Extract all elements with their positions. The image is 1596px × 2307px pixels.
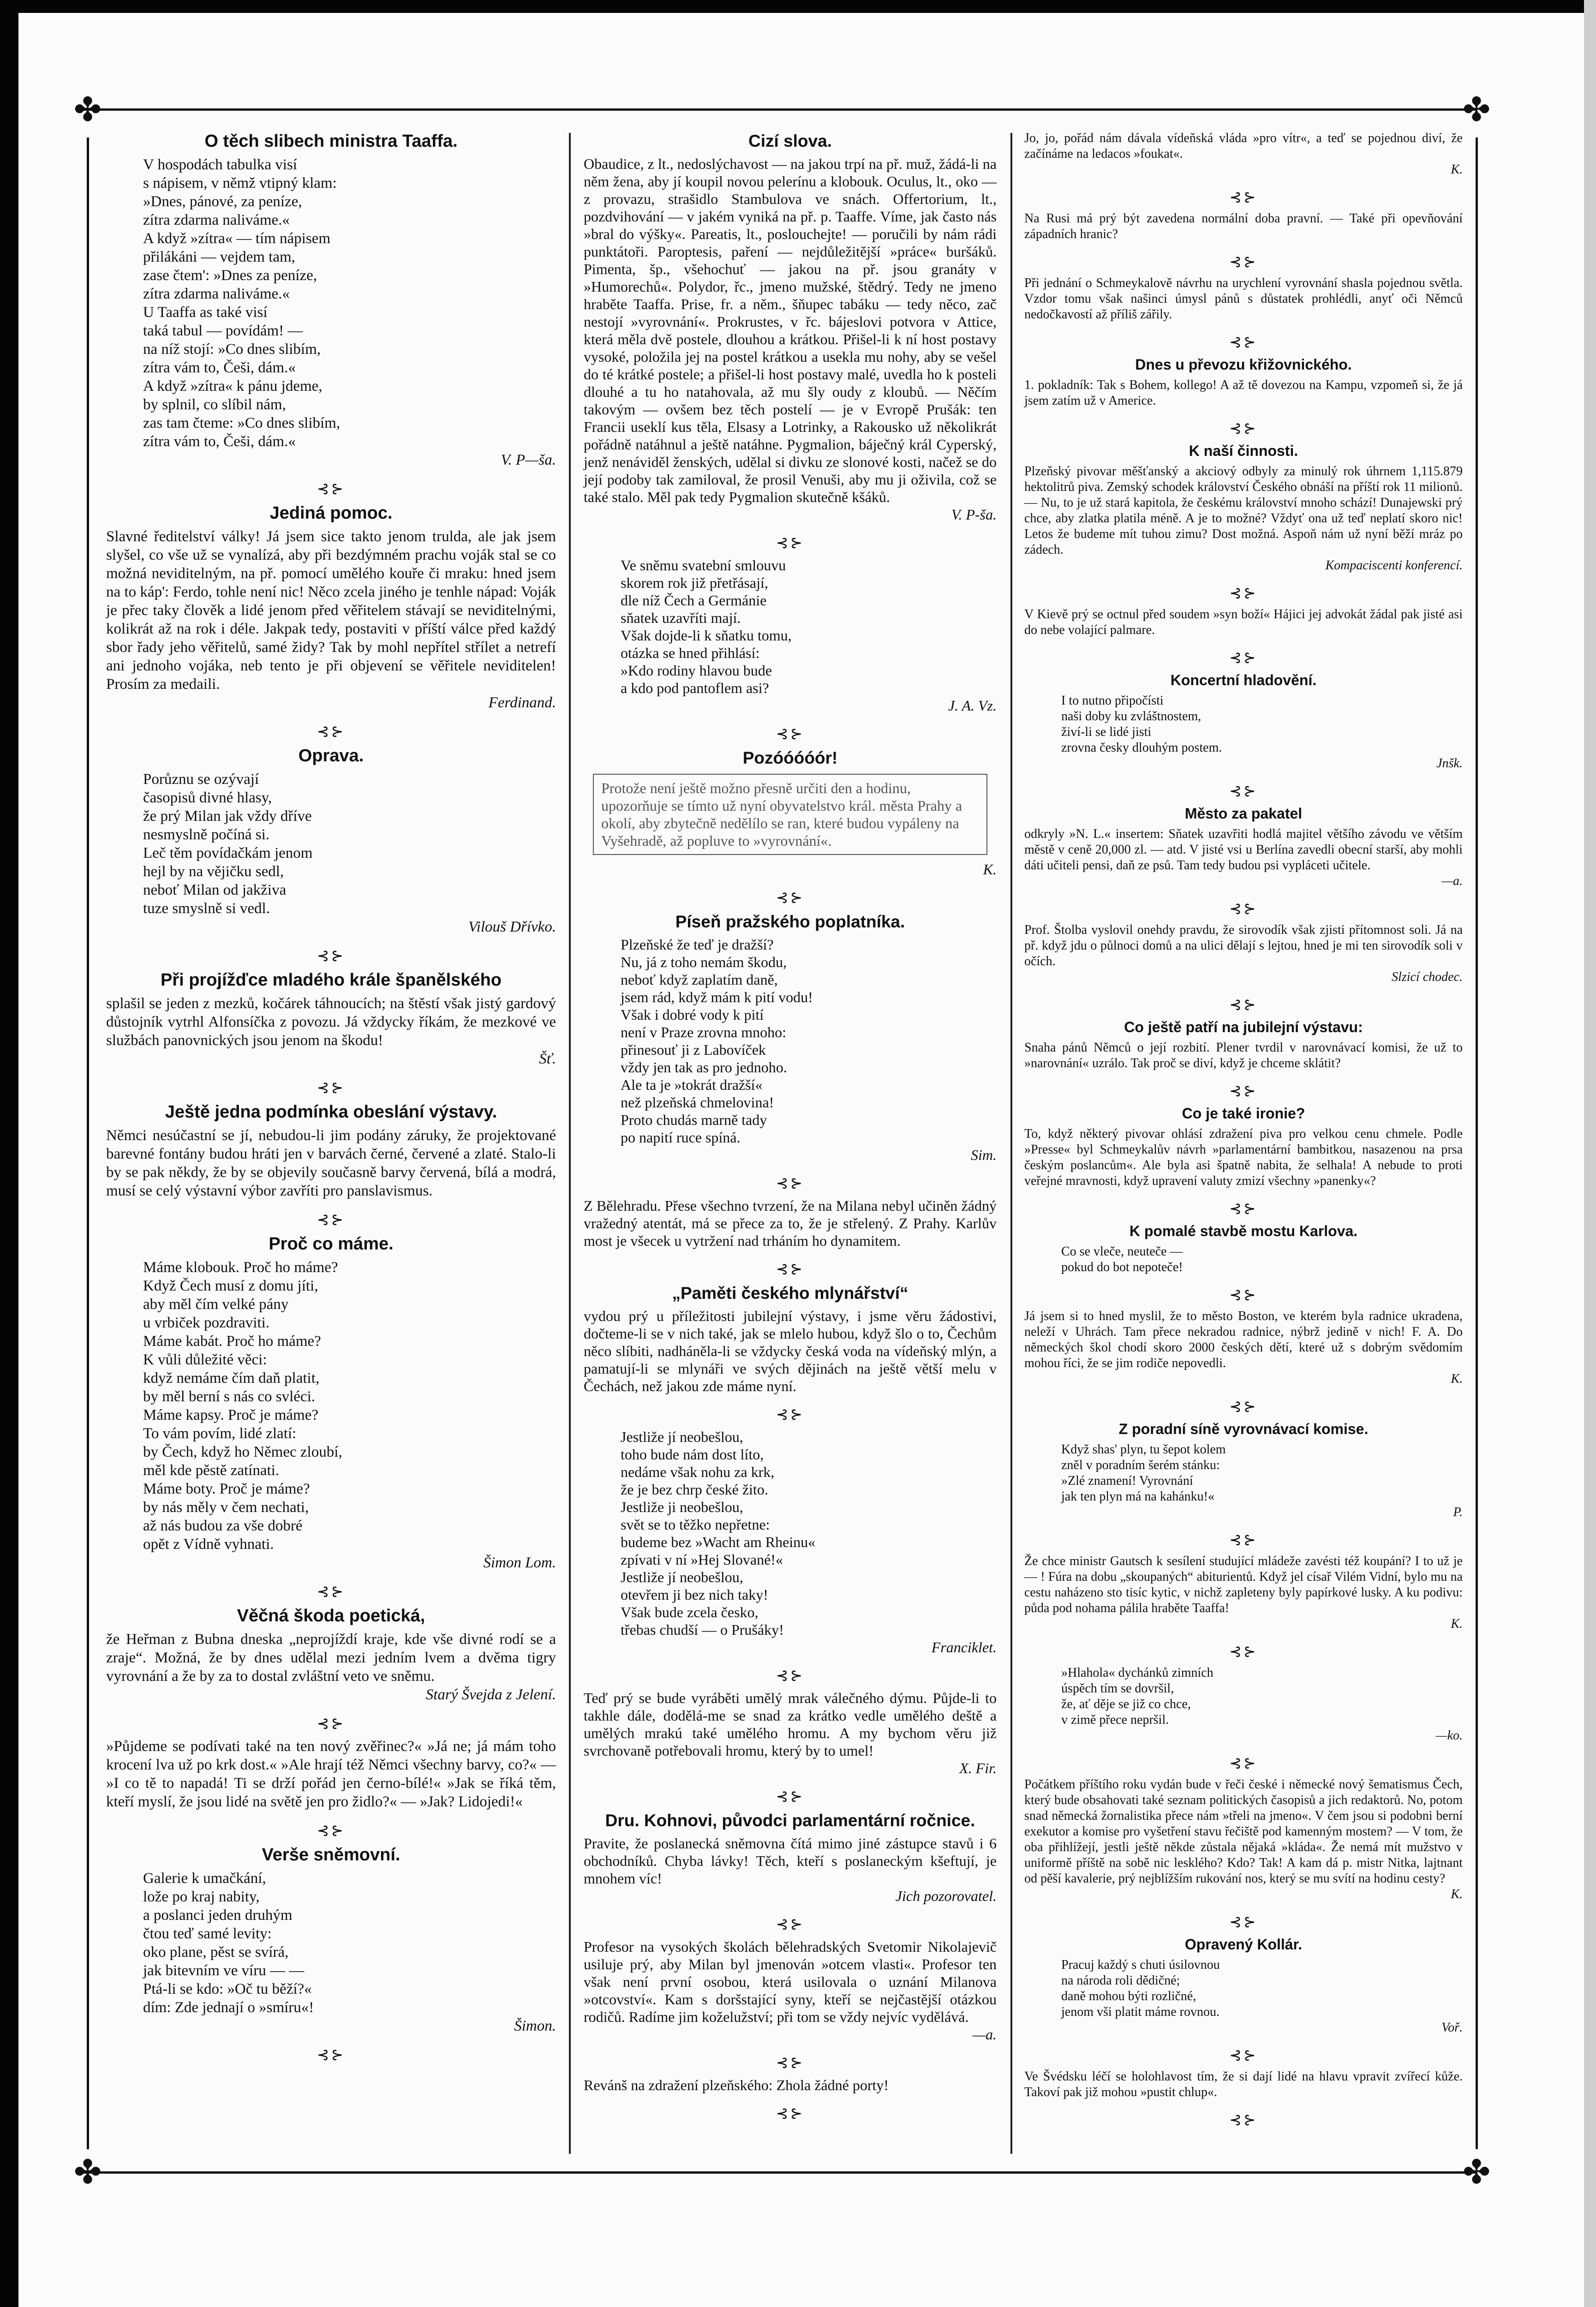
article-signature: Šimon. — [514, 2018, 556, 2034]
article-signature: P. — [1453, 1505, 1463, 1519]
article — [1024, 1554, 1463, 1632]
article — [1024, 1936, 1463, 2036]
article-separator: ⊰⊱ — [317, 947, 346, 964]
article-title: Dru. Kohnovi, původci parlamentární ročnice. — [605, 1811, 975, 1830]
article-separator: ⊰⊱ — [1229, 649, 1258, 666]
article — [106, 131, 556, 469]
article-title: O těch slibech ministra Taaffa. — [204, 131, 458, 151]
article-separator: ⊰⊱ — [1229, 1643, 1258, 1660]
article — [584, 1428, 997, 1656]
article — [1024, 211, 1463, 242]
newspaper-page — [18, 13, 1584, 2307]
article-title: Věčná škoda poetická, — [237, 1606, 425, 1626]
article — [106, 969, 556, 1068]
article-body: Profesor na vysokých školách bělehradských Svetomir Nikolajevič usiluje prý, aby Milan byl jmenován »otcem vlasti«. Profesor ten však není první osobou, která usilovala o uznání Milanova »otcovství«. Kam s doršstající syny, kteří se nejčastější otázkou rodičů. Radíme jim koželužství; při tom se vždy nejvíc vydělává. — [584, 1938, 997, 2025]
article — [106, 1605, 556, 1704]
article-signature: Slzicí chodec. — [1392, 970, 1463, 984]
article-separator: ⊰⊱ — [1229, 2111, 1258, 2128]
article-signature: —ko. — [1435, 1728, 1463, 1743]
article-title: Dnes u převozu křižovnického. — [1135, 356, 1352, 373]
article-title: Město za pakatel — [1184, 805, 1303, 822]
article-separator: ⊰⊱ — [1229, 189, 1258, 205]
article-separator: ⊰⊱ — [776, 1788, 805, 1805]
article-verse: Galerie k umačkání, lože po kraj nabity, a poslanci jeden druhým čtou teď samé levity: oko plane, pěst se svírá, jak bitevním ve víru — — Ptá-li se kdo: »Oč tu běží?« dím: Zde jednají o »smíru«! — [143, 1870, 314, 2016]
article-body: Snaha pánů Němců o její rozbití. Plener tvrdil v narovnávací komisi, že už to »narovnání« uzrálo. Tak proč se diví, když je chceme sklátit? — [1024, 1040, 1463, 1070]
article-signature: Kompaciscenti konferencí. — [1325, 558, 1463, 573]
article — [584, 1283, 997, 1395]
article-body: Pravite, že poslanecká sněmovna čítá mimo jiné zástupce stavů i 6 obchodníků. Chyba lávky! Těch, kteří s poslaneckým kšeftují, je mnohem víc! — [584, 1835, 997, 1887]
article-separator: ⊰⊱ — [317, 723, 346, 740]
article-separator: ⊰⊱ — [317, 1079, 346, 1096]
article-separator: ⊰⊱ — [776, 889, 805, 906]
article-separator: ⊰⊱ — [1229, 334, 1258, 350]
article-signature: Franciklet. — [931, 1639, 997, 1656]
article-verse: Máme klobouk. Proč ho máme? Když Čech musí z domu jíti, aby měl čím velké pány u vrbiček pozdraviti. Máme kabát. Proč ho máme? K vůli důležité věci: když nemáme čím daň platit, by měl berní s nás co svléci. Máme kapsy. Proč je máme? To vám povím, lidé zlatí: by Čech, když ho Němec zloubí, měl kde pěstě zatínati. Máme boty. Proč je máme? by nás měly v čem nechati, až nás budou za vše dobré opět z Vídně vyhnati. — [143, 1259, 342, 1553]
article-separator: ⊰⊱ — [1229, 2047, 1258, 2063]
article — [106, 1844, 556, 2035]
article-verse: Co se vleče, neuteče — pokud do bot nepoteče! — [1061, 1244, 1183, 1274]
article-title: Koncertní hladovění. — [1170, 672, 1317, 688]
article-body: Plzeňský pivovar měšťanský a akciový odbyly za minulý rok úhrnem 1,115.879 hektolitrů piva. Zemský schodek království Českého obnáší na příští rok 11 milionů. — Nu, to je už stará kapitola, že českému království mnoho schází! Dunajewski prý chce, aby zlatka platila méně. A je to možné? Vždyť ona už teď neplatí skoro nic! Letos že budeme mít tuhou zimu? Dost možná. Aspoň nám už nyní běží mráz po zádech. — [1024, 464, 1463, 557]
article-title: Ještě jedna podmínka obeslání výstavy. — [165, 1102, 497, 1122]
article — [1024, 1222, 1463, 1275]
article — [1024, 442, 1463, 574]
article-signature: Jich pozorovatel. — [895, 1888, 997, 1904]
article-signature: V. P-ša. — [951, 506, 997, 523]
article — [106, 745, 556, 936]
article-verse: Jestliže jí neobešlou, toho bude nám dost líto, nedáme však nohu za krk, že je bez chrp české žito. Jestliže ji neobešlou, svět se to těžko nepřetne: budeme bez »Wacht am Rheinu« zpívati v ní »Hej Slované!« Jestliže jí neobešlou, otevřem ji bez nich taky! Však bude zcela česko, třebas chudší — o Prušáky! — [621, 1428, 816, 1638]
article-body: To, když některý pivovar ohlásí zdražení piva pro velkou cenu chmele. Podle »Presse« byl Schmeykalův návrh »parlamentární bambitkou, nasazenou na prsa českým poslancům«. Ale byla asi špatně nabita, že selhala! A nebude to proti veřejné mravnosti, když upravení valuty zmizí všechny »panenky«? — [1024, 1127, 1463, 1188]
article-body: splašil se jeden z mezků, kočárek táhnoucích; na štěstí však jistý gardový důstojník vytrhl Alfonsíčka z povozu. Já vždycky říkám, že mezkové ve službách panovnických jsou jenom na škodu! — [106, 995, 556, 1049]
article-title: Pozóóóóór! — [742, 748, 838, 767]
frame-bottom-rule — [78, 2171, 1476, 2174]
article-title: Cizí slova. — [748, 131, 832, 150]
article — [1024, 1777, 1463, 1902]
article-verse: Když shas' plyn, tu šepot kolem zněl v poradním šerém stánku: »Zlé znamení! Vyrovnání jak ten plyn má na kahánku!« — [1061, 1442, 1226, 1504]
article-title: Proč co máme. — [269, 1234, 394, 1254]
article — [1024, 2069, 1463, 2100]
article-signature: K. — [1451, 162, 1463, 177]
article-separator: ⊰⊱ — [1229, 1200, 1258, 1217]
article-body: Při jednání o Schmeykalově návrhu na urychlení vyrovnání shasla pojednou světla. Vzdor tomu však našinci úmysl pánů s důstatek prohlédli, anyť oči Němců nedočkavostí až příliš zářily. — [1024, 276, 1463, 322]
article-signature: Šť. — [539, 1051, 556, 1067]
article — [106, 1233, 556, 1572]
article-verse: »Hlahola« dychánků zimních úspěch tím se dovršil, že, ať děje se již co chce, v zimě přece nepršil. — [1061, 1666, 1213, 1727]
corner-ornament-bottom-left-icon: ✤ — [73, 2154, 102, 2191]
article-body: Obaudice, z lt., nedoslýchavost — na jakou trpí na př. muž, žádá-li na něm žena, aby jí koupil novou pelerínu a klobouk. Oculus, lt., oko — z provazu, strašidlo Stambulova ve snách. Offertorium, lt., pozdvihování — v jakém vyniká na př. p. Taaffe. Víme, jak často nás »bral do výšky«. Pareatis, lt., poslouchejte! — poručili by nám rádi punktátoři. Paroptesis, paření — nejdůležitější »práce« buršáků. Pimenta, šp., všehochuť — jakou na př. jsou granáty v »Humorechů«. Polydor, řc., jmeno mužské, štědrý. Tedy ne jmeno hraběte Taaffa. Prise, fr. a něm., šňupec tabáku — tedy něco, zač nestojí »vyrovnání«. Prokrustes, v řc. bájeslovi potvora v Attice, která měla dvě postele, dlouhou a krátkou. Přišel-li k ní host postavy vysoké, položila jej na postel krátkou a usekla mu nohy, aby se vešel do té krátké postele; a přišel-li host postavy malé, uvedla ho k posteli dlouhé a tu ho natahovala, až mu šly oudy z kloubů. — Něčím takovým — ovšem bez těch postelí — je v Evropě Prušák: ten Francii useklí kus těla, Elsasy a Lotrinky, a Rakousko už několikrát pořádně natáhnul a ještě natáhne. Pygmalion, báječný král Cyperský, jenž nenáviděl ženských, udělal si divku ze slonové kosti, načež se do její podoby tak zamiloval, že prosil Venuši, aby mu ji oživila, což se také stalo. Měl pak tedy Pygmalion skutečně kšáků. — [584, 155, 997, 505]
article-signature: Ferdinand. — [488, 694, 556, 711]
article-signature: Vilouš Dřívko. — [468, 919, 556, 935]
article-title: Z poradní síně vyrovnávací komise. — [1118, 1421, 1369, 1437]
article-body: Revánš na zdražení plzeňského: Zhola žádné porty! — [584, 2077, 889, 2093]
article-separator: ⊰⊱ — [1229, 996, 1258, 1013]
frame-right-rule — [1476, 137, 1478, 2149]
article-separator: ⊰⊱ — [317, 1211, 346, 1228]
frame-left-rule — [87, 137, 89, 2149]
article-separator: ⊰⊱ — [776, 1406, 805, 1422]
article-body: »Půjdeme se podívati také na ten nový zvěřinec?« »Já ne; já mám toho krocení lva už po krk dost.« »Ale hrají též Němci všechny barvy, co?« — »I co tě to napadá! Ti se drží pořád jen černo-bílé!« »Jak se říká těm, kteří myslí, že jsou lidé na světě jen pro židlo?« — »Jak? Lidojedi!« — [106, 1738, 556, 1810]
article-verse: Ve sněmu svatební smlouvu skorem rok již přetřásají, dle níž Čech a Germánie sňatek uzavříti mají. Však dojde-li k sňatku tomu, otázka se hned přihlásí: »Kdo rodiny hlavou bude a kdo pod pantoflem asi? — [621, 557, 792, 696]
article-verse: I to nutno připočísti naši doby ku zvláštnostem, živí-li se lidé jisti zrovna česky dlouhým postem. — [1061, 693, 1222, 755]
article-body: Němci nesúčastní se jí, nebudou-li jim podány záruky, že projektované barevné fontány budou hráti jen v barvách černé, červené a zlaté. Stalo-li by se pak někdy, že by se objevily současně barvy červená, bílá a modrá, musí se celý výstavní výbor zavříti pro panslavismus. — [106, 1127, 556, 1199]
article-verse: Plzeňské že teď je dražší? Nu, já z toho nemám škodu, neboť když zaplatím daně, jsem rád, když mám k pití vodu! Však i dobré vody k pití není v Praze zrovna mnoho: přinesouť ji z Labovíček vždy jen tak as pro jednoho. Ale ta je »tokrát dražší« než plzeňská chmelovina! Proto chudás marně tady po napití ruce spíná. — [621, 936, 813, 1146]
article-separator: ⊰⊱ — [776, 2054, 805, 2071]
article-separator: ⊰⊱ — [1229, 1913, 1258, 1930]
article — [584, 911, 997, 1164]
article-signature: Jnšk. — [1436, 756, 1463, 771]
article-body: Na Rusi má prý být zavedena normální doba pravní. — Také při opevňování západních hranic? — [1024, 211, 1463, 241]
article — [1024, 1105, 1463, 1189]
article-separator: ⊰⊱ — [317, 1583, 346, 1600]
article-signature: Sim. — [971, 1147, 997, 1163]
article-signature: K. — [1451, 1887, 1463, 1901]
article-separator: ⊰⊱ — [317, 2046, 346, 2063]
article-body: že Heřman z Bubna dneska „neprojíždí kraje, kde vše divné rodí se a zraje“. Možná, že by dnes udělal mezi jedním lvem a dvěma tigry vyrovnání a že by za to dostal zvláštní veto ve sněmu. — [106, 1631, 556, 1685]
article-separator: ⊰⊱ — [776, 1261, 805, 1277]
article-body: Teď prý se bude vyráběti umělý mrak válečného dýmu. Půjde-li to takhle dále, dodělá-me se snad za krátko vedle umělého deště a umělých mrakú také umělého hromu. A my bychom věru již svrchovaně potřebovali hromu, který by to umel! — [584, 1690, 997, 1759]
article-title: „Paměti českého mlynářství“ — [672, 1284, 909, 1303]
column-right — [1024, 131, 1463, 2134]
column-rule-1 — [569, 133, 571, 2154]
article-separator: ⊰⊱ — [776, 1175, 805, 1191]
article-separator: ⊰⊱ — [1229, 253, 1258, 270]
article-title: Opravený Kollár. — [1184, 1936, 1303, 1953]
article-separator: ⊰⊱ — [1229, 1531, 1258, 1548]
article-body: Z Bělehradu. Přese všechno tvrzení, že na Milana nebyl učiněn žádný vražedný atentát, má se přece za to, že je střelený. Z Prahy. Karlův most je všecek u vytržení nad trháním ho dynamitem. — [584, 1197, 997, 1249]
scan-edge-right — [1584, 0, 1596, 2307]
scan-edge-left — [0, 0, 18, 2307]
article — [1024, 356, 1463, 409]
article — [1024, 1665, 1463, 1744]
article-separator: ⊰⊱ — [1229, 420, 1258, 436]
article-body: Ve Švédsku léčí se holohlavost tím, že si dají lidé na hlavu vpravit zvířecí kůže. Takoví pak již mohou »pustit chlup«. — [1024, 2069, 1463, 2099]
article-body: V Kievě prý se octnul před soudem »syn boží« Hájici jej advokát žádal pak jisté asi do nebe volající palmare. — [1024, 607, 1463, 637]
article-separator: ⊰⊱ — [1229, 1398, 1258, 1415]
article-separator: ⊰⊱ — [776, 725, 805, 742]
scan-edge-top — [0, 0, 1596, 13]
article-separator: ⊰⊱ — [1229, 900, 1258, 917]
column-middle — [584, 131, 997, 2127]
article-body: 1. pokladník: Tak s Bohem, kollego! A až tě dovezou na Kampu, vzpomeň si, že já jsem zatím už v Americe. — [1024, 378, 1463, 408]
article-body: Počátkem příštího roku vydán bude v řeči české i německé nový šematismus Čech, který bude obsahovati také seznam politických časopisů a jich redaktorů. No, potom snad německá žornalistika přece nám »třeli na jmeno«. V čem jsou si podobni berní exekutor a komise pro vyšetření stavu řečiště pod kamenným mostem? — V tom, že oba přihlížejí, jestli ještě někde zůstala nějaká »kláda«. Že nemá mít mužstvo v uniformě příště na sobě nic lesklého? Kdo? Tak! A kam dá p. mistr Nitka, lajtnant od pěší kavalerie, prý nejblížším rukování nos, který se mu svítí na hodinu cesty? — [1024, 1777, 1463, 1886]
article — [584, 2076, 997, 2094]
article-separator: ⊰⊱ — [317, 480, 346, 497]
article-separator: ⊰⊱ — [317, 1822, 346, 1839]
article-body: Jo, jo, pořád nám dávala vídeňská vláda »pro vítr«, a teď se pojednou diví, že začínáme na ledacos »foukat«. — [1024, 131, 1463, 161]
article — [1024, 607, 1463, 638]
article-body: Slavné ředitelství války! Já jsem sice takto jenom trulda, ale jak jsem slyšel, co vše už se vynalízá, aby při bezdýmném prachu voják stal se co možná neviditelným, na př. pomocí umělého kouře či mraku: hned jsem na to káp': Ferdo, tohle není nic! Něco zcela jiného je tenhle nápad: Voják je přec taky člověk a lidé jenom před věřitelem stávají se neviditelnými, kolikrát až na rok i déle. Jakpak tedy, postaviti v příští válce před každý sbor řady jeho věřitelů, samé židy? Tak by mohl nepřítel střílet a netrefí ani jednoho vojáka, neb tento je při objevení se věřitele neviditelen! Prosím za medaili. — [106, 528, 556, 693]
article — [1024, 922, 1463, 985]
article-signature: Starý Švejda z Jelení. — [425, 1686, 556, 1703]
article-separator: ⊰⊱ — [776, 1916, 805, 1932]
frame-top-rule — [78, 108, 1476, 111]
article-signature: K. — [1451, 1372, 1463, 1386]
article-title: K naší činnosti. — [1189, 442, 1298, 459]
article-signature: K. — [1451, 1617, 1463, 1631]
column-left — [106, 131, 556, 2068]
article — [584, 1689, 997, 1777]
corner-ornament-top-left-icon: ✤ — [73, 91, 102, 128]
article-title: Jediná pomoc. — [269, 503, 393, 523]
article — [584, 1938, 997, 2043]
article-body: vydou prý u příležitosti jubilejní výstavy, i jsme věru žádostivi, dočteme-li se v nich také, jak se mlelo hubou, když šlo o to, Čechům něco slíbiti, nadháněla-li se vždycky česká voda na vídeňský mlýn, a pamatují-li se mlynáři ve svých dějinách na ještě větší melu v Čechách, než jakou zde máme nyní. — [584, 1308, 997, 1394]
article — [584, 747, 997, 878]
article-body: Já jsem si to hned myslil, že to město Boston, ve kterém byla radnice ukradena, neleží v Uhrách. Tam přece nekradou radnice, nýbrž jedině v nich! F. A. Do německých škol chodí skoro 2000 českých dětí, které už s dobrým svědomím mohou říci, že se jim rodiče nepovedli. — [1024, 1309, 1463, 1370]
article-signature: —a. — [972, 2026, 997, 2043]
article — [1024, 805, 1463, 889]
article — [1024, 1420, 1463, 1520]
article-signature: K. — [983, 861, 997, 878]
article-title: K pomalé stavbě mostu Karlova. — [1129, 1223, 1358, 1239]
article-title: Co ještě patří na jubilejní výstavu: — [1124, 1019, 1363, 1035]
article — [1024, 1018, 1463, 1071]
article-separator: ⊰⊱ — [1229, 585, 1258, 601]
article-separator: ⊰⊱ — [317, 1715, 346, 1732]
article-title: Při projížďce mladého krále španělského — [160, 970, 502, 990]
article-separator: ⊰⊱ — [776, 1667, 805, 1684]
article-title: Oprava. — [298, 746, 364, 765]
article-body: Prof. Štolba vyslovil onehdy pravdu, že sirovodík však zjisti přítomnost soli. Já na př. když jdu o půlnoci domů a na ulici dělají s lejtou, hned je mi ten sirovodík soli v očích. — [1024, 923, 1463, 968]
article-title: Píseň pražského poplatníka. — [675, 912, 905, 931]
article — [1024, 275, 1463, 323]
article-signature: Voř. — [1441, 2020, 1463, 2035]
boxed-notice: Protože není ještě možno přesně určiti den a hodinu, upozorňuje se tímto už nyní obyvatelstvo král. města Prahy a okolí, aby zbytečně nedělílo se ran, které budou vypáleny na Vyšehradě, až popluve to »vyrovnání«. — [593, 774, 987, 855]
article-signature: —a. — [1441, 874, 1463, 888]
article-signature: Šimon Lom. — [483, 1554, 556, 1571]
article — [584, 1197, 997, 1249]
column-rule-2 — [1010, 133, 1012, 2154]
article — [1024, 131, 1463, 178]
article — [106, 502, 556, 712]
article-signature: X. Fir. — [959, 1760, 997, 1776]
article-body: odkryly »N. L.« insertem: Sňatek uzavřiti hodlá majitel většího závodu ve větším městě v ceně 20,000 zl. — atd. V jisté vsi u Berlína zavedli obecní starší, aby mohli dáti učiteli pensi, daň ze psů. Tam tedy budou psi vypláceti učitele. — [1024, 827, 1463, 873]
article-separator: ⊰⊱ — [1229, 1082, 1258, 1099]
corner-ornament-top-right-icon: ✤ — [1462, 91, 1491, 128]
article-separator: ⊰⊱ — [776, 2105, 805, 2122]
article-body: Že chce ministr Gautsch k sesílení studující mládeže zavésti též koupání? I to už je — ! Fúra na dobu „skoupaných“ abiturientů. Když jel císař Vilém Vidní, bylo mu na cestu naházeno sto tisíc kytic, v nichž zapleteny byly papírkové lusky. A ku podivu: půda pod nohama pálila hraběte Taaffa! — [1024, 1554, 1463, 1615]
article — [1024, 671, 1463, 771]
article-separator: ⊰⊱ — [1229, 783, 1258, 799]
article-verse: Porůznu se ozývají časopisů divné hlasy, že prý Milan jak vždy dříve nesmyslně počíná si. Leč těm povídačkám jenom hejl by na vějičku sedl, neboť Milan od jakživa tuze smyslně si vedl. — [143, 771, 313, 917]
article-signature: J. A. Vz. — [948, 697, 997, 714]
article-title: Co je také ironie? — [1182, 1105, 1305, 1122]
article — [584, 1810, 997, 1905]
article — [1024, 1309, 1463, 1387]
article — [584, 556, 997, 714]
article — [106, 1737, 556, 1811]
article-title: Verše sněmovní. — [262, 1845, 400, 1865]
article-separator: ⊰⊱ — [1229, 1286, 1258, 1303]
article-signature: V. P—ša. — [501, 452, 556, 468]
article-verse: Pracuj každý s chuti úsilovnou na národa roli dědičné; daně mohou býti rozličné, jenom vši platit máme rovnou. — [1061, 1958, 1220, 2019]
article-separator: ⊰⊱ — [776, 534, 805, 551]
article — [106, 1101, 556, 1200]
corner-ornament-bottom-right-icon: ✤ — [1462, 2154, 1491, 2191]
article — [584, 131, 997, 523]
article-separator: ⊰⊱ — [1229, 1755, 1258, 1771]
article-verse: V hospodách tabulka visí s nápisem, v němž vtipný klam: »Dnes, pánové, za peníze, zítra zdarma naliváme.« A když »zítra« — tím nápisem přilákáni — vejdem tam, zase čtem': »Dnes za peníze, zítra zdarma naliváme.« U Taaffa as také visí taká tabul — povídám! — na níž stojí: »Co dnes slibím, zítra vám to, Češi, dám.« A když »zítra« k pánu jdeme, by splnil, co slíbil nám, zas tam čteme: »Co dnes slibím, zítra vám to, Češi, dám.« — [143, 156, 341, 450]
